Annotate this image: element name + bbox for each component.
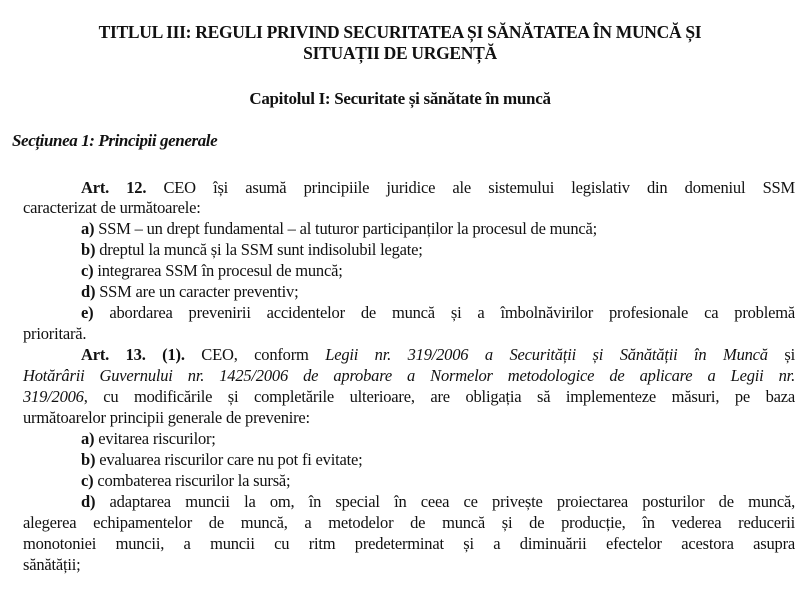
item-text: evaluarea riscurilor care nu pot fi evitate;	[95, 450, 363, 469]
item-text: adaptarea muncii la om, în special în ceea ce privește proiectarea posturilor de muncă,	[95, 492, 795, 511]
art13-line-1	[81, 345, 795, 365]
art13-item-d-cont-2: monotoniei muncii, a muncii cu ritm predeterminat și a diminuării efectelor acestora asupra	[23, 534, 795, 553]
item-letter: c)	[81, 261, 94, 280]
art13-item-d-cont-1: alegerea echipamentelor de muncă, a metodelor de muncă și de producție, în vederea reducerii	[23, 513, 795, 532]
item-letter: a)	[81, 219, 95, 238]
chapter-heading: Capitolul I: Securitate și sănătate în muncă	[249, 89, 551, 108]
art12-item-e-cont: prioritară.	[23, 324, 87, 343]
art13-line-4: următoarelor principii generale de prevenire:	[23, 408, 310, 427]
art12-item-c	[81, 261, 795, 281]
item-letter: b)	[81, 240, 96, 259]
art12-item-e	[81, 303, 795, 323]
art12-item-b	[81, 240, 795, 260]
art13-item-d-cont-3: sănătății;	[23, 555, 81, 574]
art12-item-a	[81, 219, 795, 239]
item-letter: b)	[81, 450, 96, 469]
hg-reference: Hotărârii Guvernului nr. 1425/2006 de aprobare a Normelor metodologice de aplicare a Legii nr.	[23, 366, 795, 385]
section-heading: Secțiunea 1: Principii generale	[12, 131, 218, 150]
item-letter: e)	[81, 303, 94, 322]
item-letter: a)	[81, 429, 95, 448]
item-text: combaterea riscurilor la sursă;	[93, 471, 291, 490]
item-letter: d)	[81, 492, 96, 511]
art13-text: CEO, conform	[184, 345, 326, 364]
item-text: integrarea SSM în procesul de muncă;	[93, 261, 343, 280]
art13-line-3	[23, 387, 795, 407]
title-line-2: SITUAȚII DE URGENȚĂ	[303, 43, 497, 63]
art12-label: Art. 12.	[81, 178, 147, 197]
item-text: evitarea riscurilor;	[94, 429, 216, 448]
item-text: dreptul la muncă și la SSM sunt indisolubil legate;	[95, 240, 423, 259]
art13-item-d	[81, 492, 795, 512]
art12-intro	[81, 178, 795, 198]
art12-intro-text: CEO își asumă principiile juridice ale sistemului legislativ din domeniul SSM	[146, 178, 795, 197]
art13-item-c	[81, 471, 795, 491]
art12-item-d	[81, 282, 795, 302]
art13-text: și	[767, 345, 796, 364]
art12-intro-cont: caracterizat de următoarele:	[23, 198, 201, 217]
law-reference: Legii nr. 319/2006 a Securității și Sănătății în Muncă	[325, 345, 768, 364]
item-letter: c)	[81, 471, 94, 490]
art13-line-2	[23, 366, 795, 386]
item-letter: d)	[81, 282, 96, 301]
item-text: SSM are un caracter preventiv;	[95, 282, 299, 301]
art13-item-b	[81, 450, 795, 470]
law-reference: 319/2006	[23, 387, 84, 406]
item-text: SSM – un drept fundamental – al tuturor participanților la procesul de muncă;	[94, 219, 598, 238]
art13-item-a	[81, 429, 795, 449]
art13-text: , cu modificările și completările ulterioare, are obligația să implementeze măsuri, pe baza	[83, 387, 795, 406]
item-text: abordarea prevenirii accidentelor de muncă și a îmbolnăvirilor profesionale ca problemă	[93, 303, 795, 322]
title-line-1: TITLUL III: REGULI PRIVIND SECURITATEA ȘI SĂNĂTATEA ÎN MUNCĂ ȘI	[98, 22, 702, 42]
art13-label: Art. 13. (1).	[81, 345, 185, 364]
